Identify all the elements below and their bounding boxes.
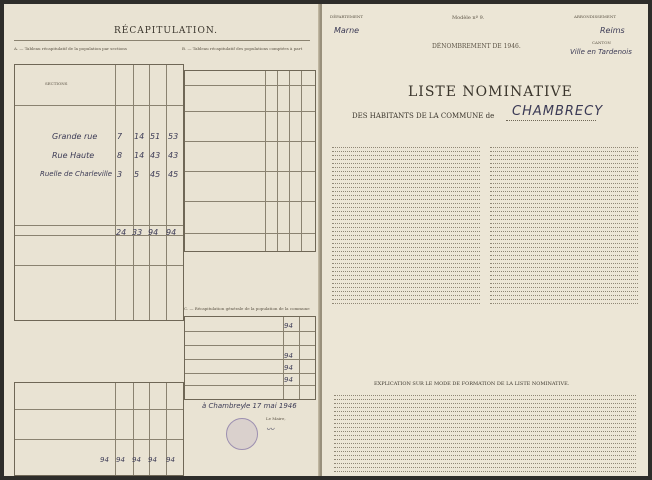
total-val: 33 — [132, 228, 143, 237]
row-val: 5 — [134, 170, 140, 179]
arrondissement-value: Reims — [600, 26, 625, 35]
total-val: 24 — [116, 228, 127, 237]
signature-place: à Chambrey — [202, 402, 245, 410]
section-a-heading: A. — Tableau récapitulatif de la population par sections — [14, 46, 127, 51]
explication-heading: EXPLICATION SUR LE MODE DE FORMATION DE LA LISTE NOMINATIVE. — [374, 381, 570, 387]
liste-nominative-page — [322, 4, 648, 476]
arrondissement-label: ARRONDISSEMENT — [574, 14, 616, 19]
col-header-sections: SECTIONS — [45, 81, 68, 86]
section-b-heading: B. — Tableau récapitulatif des populations comptées à part — [182, 46, 303, 51]
census-label: DÉNOMBREMENT DE 1946. — [432, 43, 521, 50]
row-val: 45 — [150, 170, 161, 179]
commune-name: CHAMBRECY — [512, 104, 604, 119]
instructions-column-left — [332, 144, 480, 307]
official-stamp — [226, 418, 258, 450]
row-val: 8 — [117, 151, 123, 160]
canton-value: Ville en Tardenois — [570, 48, 632, 56]
explication-text — [334, 392, 636, 475]
modele-label: Modèle nº 9. — [452, 15, 485, 21]
table-a — [14, 64, 184, 321]
row-val: 14 — [134, 132, 145, 141]
departement-value: Marne — [334, 26, 360, 35]
row-val: 51 — [150, 132, 161, 141]
recap-title: RÉCAPITULATION. — [114, 26, 219, 36]
c-val: 94 — [284, 376, 293, 384]
row-val: 43 — [150, 151, 161, 160]
table-c — [184, 316, 316, 400]
total-val: 94 — [148, 228, 159, 237]
footer-val: 94 — [148, 456, 157, 464]
maire-signature: 〰 — [266, 425, 274, 434]
section-c-heading: C. — Récapitulation générale de la population de la commune — [184, 306, 310, 311]
footer-val: 94 — [116, 456, 125, 464]
total-val: 94 — [166, 228, 177, 237]
row-val: 45 — [168, 170, 179, 179]
table-d — [14, 382, 184, 476]
row-val: 53 — [168, 132, 179, 141]
table-b — [184, 70, 316, 252]
footer-val: 94 — [100, 456, 109, 464]
signature-date: le 17 mai 1946 — [244, 402, 297, 410]
departement-label: DÉPARTEMENT — [330, 14, 364, 19]
document-title: LISTE NOMINATIVE — [408, 84, 573, 100]
row-val: 43 — [168, 151, 179, 160]
footer-val: 94 — [166, 456, 175, 464]
c-val: 94 — [284, 352, 293, 360]
canton-label: CANTON — [592, 40, 611, 45]
row-val: 7 — [117, 132, 123, 141]
c-val: 94 — [284, 364, 293, 372]
row-name: Grande rue — [52, 132, 98, 141]
recapitulation-page — [4, 4, 321, 476]
instructions-column-right — [490, 144, 638, 307]
maire-label: Le Maire, — [266, 416, 286, 421]
footer-val: 94 — [132, 456, 141, 464]
document-subtitle: DES HABITANTS DE LA COMMUNE de — [352, 112, 495, 120]
row-val: 3 — [117, 170, 123, 179]
row-name: Ruelle de Charleville — [40, 170, 113, 178]
c-val: 94 — [284, 322, 293, 330]
row-val: 14 — [134, 151, 145, 160]
row-name: Rue Haute — [52, 151, 95, 160]
